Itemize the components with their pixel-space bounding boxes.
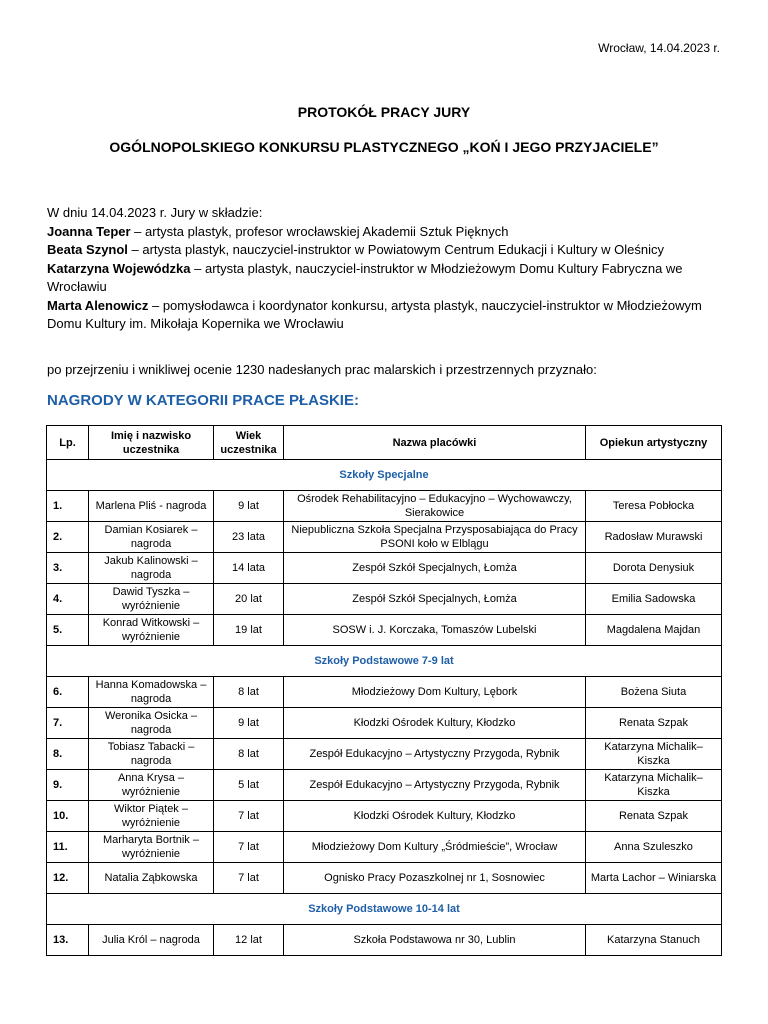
cell-school: Ognisko Pracy Pozaszkolnej nr 1, Sosnowiec: [284, 863, 586, 894]
cell-lp: 8.: [47, 739, 89, 770]
document-title: PROTOKÓŁ PRACY JURY: [297, 104, 471, 120]
table-row: [47, 522, 722, 553]
jury-member-name: Katarzyna Wojewódzka: [47, 260, 191, 276]
group-row: [47, 646, 722, 677]
cell-lp: 4.: [47, 584, 89, 615]
header-name: Imię i nazwisko uczestnika: [89, 426, 214, 460]
cell-school: Zespół Edukacyjno – Artystyczny Przygoda, Rybnik: [284, 739, 586, 770]
cell-teacher: Katarzyna Stanuch: [586, 925, 722, 956]
header-school: Nazwa placówki: [284, 426, 586, 460]
table-row: [47, 925, 722, 956]
table-row: [47, 615, 722, 646]
cell-lp: 6.: [47, 677, 89, 708]
table-row: [47, 584, 722, 615]
results-table: [46, 425, 722, 956]
section-title: NAGRODY W KATEGORII PRACE PŁASKIE:: [47, 392, 359, 409]
group-row: [47, 460, 722, 491]
cell-teacher: Katarzyna Michalik– Kiszka: [586, 770, 722, 801]
cell-name: Damian Kosiarek – nagroda: [89, 522, 214, 553]
jury-member-desc: – artysta plastyk, nauczyciel-instruktor w Powiatowym Centrum Edukacji i Kultury w Oleśnicy: [127, 242, 664, 257]
table-row: [47, 491, 722, 522]
jury-member-desc: – artysta plastyk, nauczyciel-instruktor w Młodzieżowym Domu Kultury Fabryczna we Wrocławiu: [47, 260, 683, 294]
cell-lp: 7.: [47, 708, 89, 739]
table-header-row: [47, 426, 722, 460]
summary-text: po przejrzeniu i wnikliwej ocenie 1230 nadesłanych prac malarskich i przestrzennych przyznało:: [47, 362, 597, 377]
cell-school: Ośrodek Rehabilitacyjno – Edukacyjno – Wychowawczy, Sierakowice: [284, 491, 586, 522]
table-row: [47, 832, 722, 863]
table-row: [47, 770, 722, 801]
jury-member-name: Beata Szynol: [47, 242, 128, 257]
cell-age: 20 lat: [214, 584, 284, 615]
header-teacher: Opiekun artystyczny: [586, 426, 722, 460]
cell-school: SOSW i. J. Korczaka, Tomaszów Lubelski: [284, 615, 586, 646]
cell-lp: 11.: [47, 832, 89, 863]
cell-lp: 2.: [47, 522, 89, 553]
cell-teacher: Anna Szuleszko: [586, 832, 722, 863]
cell-age: 9 lat: [214, 708, 284, 739]
header-lp: Lp.: [47, 426, 89, 460]
cell-name: Tobiasz Tabacki – nagroda: [89, 739, 214, 770]
cell-name: Natalia Ząbkowska: [89, 863, 214, 894]
jury-member-name: Marta Alenowicz: [47, 297, 149, 313]
cell-age: 23 lata: [214, 522, 284, 553]
cell-name: Weronika Osicka – nagroda: [89, 708, 214, 739]
group-title: Szkoły Podstawowe 7-9 lat: [47, 646, 722, 677]
jury-member: [47, 223, 737, 242]
cell-teacher: Radosław Murawski: [586, 522, 722, 553]
cell-school: Zespół Edukacyjno – Artystyczny Przygoda, Rybnik: [284, 770, 586, 801]
document-date: Wrocław, 14.04.2023 r.: [598, 41, 720, 55]
cell-lp: 3.: [47, 553, 89, 584]
table-row: [47, 739, 722, 770]
jury-intro: W dniu 14.04.2023 r. Jury w składzie:: [47, 205, 263, 220]
cell-name: Hanna Komadowska – nagroda: [89, 677, 214, 708]
document-subtitle: OGÓLNOPOLSKIEGO KONKURSU PLASTYCZNEGO „KOŃ I JEGO PRZYJACIELE”: [109, 139, 659, 155]
table-row: [47, 677, 722, 708]
cell-age: 7 lat: [214, 832, 284, 863]
jury-member-desc: – artysta plastyk, profesor wrocławskiej Akademii Sztuk Pięknych: [130, 223, 509, 239]
jury-member: [47, 297, 737, 334]
table-row: [47, 801, 722, 832]
cell-school: Zespół Szkół Specjalnych, Łomża: [284, 553, 586, 584]
cell-age: 7 lat: [214, 801, 284, 832]
cell-age: 12 lat: [214, 925, 284, 956]
cell-lp: 5.: [47, 615, 89, 646]
group-row: [47, 894, 722, 925]
cell-lp: 13.: [47, 925, 89, 956]
jury-member-name: Joanna Teper: [47, 223, 131, 239]
table-row: [47, 553, 722, 584]
cell-teacher: Magdalena Majdan: [586, 615, 722, 646]
cell-age: 19 lat: [214, 615, 284, 646]
jury-member: [47, 241, 737, 260]
jury-section: [47, 204, 737, 334]
cell-age: 14 lata: [214, 553, 284, 584]
cell-lp: 10.: [47, 801, 89, 832]
cell-name: Julia Król – nagroda: [89, 925, 214, 956]
jury-member-desc: – pomysłodawca i koordynator konkursu, artysta plastyk, nauczyciel-instruktor w Młodzieżowym Domu Kultury im. Mikołaja Kopernika we Wrocławiu: [47, 297, 702, 331]
cell-teacher: Emilia Sadowska: [586, 584, 722, 615]
cell-school: Kłodzki Ośrodek Kultury, Kłodzko: [284, 801, 586, 832]
cell-teacher: Katarzyna Michalik– Kiszka: [586, 739, 722, 770]
table-row: [47, 863, 722, 894]
cell-name: Jakub Kalinowski – nagroda: [89, 553, 214, 584]
cell-school: Niepubliczna Szkoła Specjalna Przysposabiająca do Pracy PSONI koło w Elblągu: [284, 522, 586, 553]
cell-teacher: Teresa Pobłocka: [586, 491, 722, 522]
cell-name: Dawid Tyszka – wyróżnienie: [89, 584, 214, 615]
cell-school: Zespół Szkół Specjalnych, Łomża: [284, 584, 586, 615]
cell-age: 5 lat: [214, 770, 284, 801]
cell-teacher: Dorota Denysiuk: [586, 553, 722, 584]
cell-school: Szkoła Podstawowa nr 30, Lublin: [284, 925, 586, 956]
cell-school: Kłodzki Ośrodek Kultury, Kłodzko: [284, 708, 586, 739]
cell-teacher: Bożena Siuta: [586, 677, 722, 708]
cell-name: Anna Krysa – wyróżnienie: [89, 770, 214, 801]
cell-school: Młodzieżowy Dom Kultury, Lębork: [284, 677, 586, 708]
cell-name: Konrad Witkowski – wyróżnienie: [89, 615, 214, 646]
cell-school: Młodzieżowy Dom Kultury „Śródmieście”, Wrocław: [284, 832, 586, 863]
cell-age: 8 lat: [214, 677, 284, 708]
cell-age: 9 lat: [214, 491, 284, 522]
cell-name: Wiktor Piątek – wyróżnienie: [89, 801, 214, 832]
cell-lp: 1.: [47, 491, 89, 522]
table-body: [47, 460, 722, 956]
cell-name: Marharyta Bortnik – wyróżnienie: [89, 832, 214, 863]
cell-lp: 9.: [47, 770, 89, 801]
cell-teacher: Marta Lachor – Winiarska: [586, 863, 722, 894]
cell-age: 8 lat: [214, 739, 284, 770]
header-age: Wiek uczestnika: [214, 426, 284, 460]
cell-age: 7 lat: [214, 863, 284, 894]
table-row: [47, 708, 722, 739]
cell-teacher: Renata Szpak: [586, 801, 722, 832]
cell-teacher: Renata Szpak: [586, 708, 722, 739]
group-title: Szkoły Podstawowe 10-14 lat: [47, 894, 722, 925]
group-title: Szkoły Specjalne: [47, 460, 722, 491]
cell-lp: 12.: [47, 863, 89, 894]
jury-member: [47, 260, 737, 297]
cell-name: Marlena Pliś - nagroda: [89, 491, 214, 522]
